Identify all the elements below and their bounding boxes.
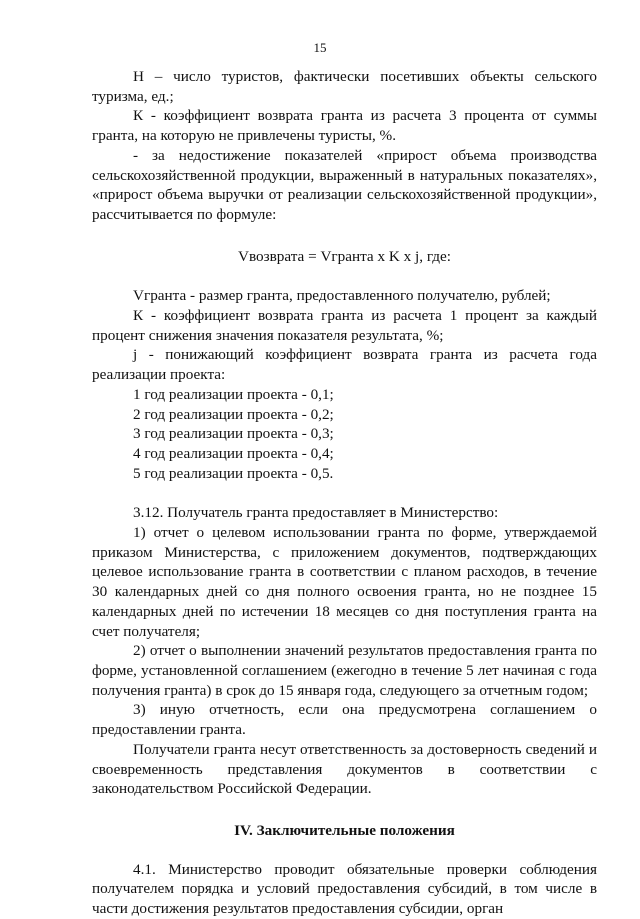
document-body — [92, 67, 597, 919]
definition-grant-size: Vгранта - размер гранта, предоставленного получателю, рублей; — [133, 287, 551, 305]
year-item: 4 год реализации проекта - 0,4; — [133, 444, 334, 462]
clause-3-12-item-2: 2) отчет о выполнении значений результатов предоставления гранта по форме, установленной соглашением (ежегодно в течение 5 лет начиная с года получения гранта) в срок до 15 января года, следующего за отчетным годом; — [92, 642, 597, 699]
year-item: 3 год реализации проекта - 0,3; — [133, 425, 334, 443]
clause-3-12-responsibility: Получатели гранта несут ответственность за достоверность сведений и своевременность представления документов в соответствии с законодательством Российской Федерации. — [92, 740, 597, 798]
clause-3-12: 3.12. Получатель гранта предоставляет в Министерство: — [133, 504, 499, 522]
definition-coefficient-j: j - понижающий коэффициент возврата гранта из расчета года реализации проекта: — [92, 346, 597, 384]
paragraph-tourists: Н – число туристов, фактически посетивших объекты сельского туризма, ед.; — [92, 68, 597, 105]
definition-coefficient-k: К - коэффициент возврата гранта из расчета 1 процент за каждый процент снижения значения показателя результата, %; — [92, 307, 597, 344]
refund-formula: Vвозврата = Vгранта x K x j, где: — [237, 247, 451, 265]
clause-3-12-item-3: 3) иную отчетность, если она предусмотрена соглашением о предоставлении гранта. — [92, 701, 597, 739]
page-number: 15 — [313, 40, 327, 55]
section-heading: IV. Заключительные положения — [234, 821, 455, 839]
year-item: 5 год реализации проекта - 0,5. — [133, 464, 334, 482]
year-item: 2 год реализации проекта - 0,2; — [133, 405, 334, 423]
clause-4-1: 4.1. Министерство проводит обязательные проверки соблюдения получателем порядка и условий предоставления субсидий, в том числе в части достижения результатов предоставления субсидии, орган — [92, 860, 597, 918]
paragraph-coefficient-k: К - коэффициент возврата гранта из расчета 3 процента от суммы гранта, на которую не привлечены туристы, %. — [92, 107, 597, 145]
year-item: 1 год реализации проекта - 0,1; — [133, 385, 334, 403]
spacer — [92, 483, 597, 503]
clause-3-12-item-1: 1) отчет о целевом использовании гранта по форме, утверждаемой приказом Министерства, с приложением документов, подтверждающих целевое использование гранта в соответствии с планом расходов, в течение 30 календарных дней со дня полного освоения гранта, но не позднее 15 календарных дней по истечении 18 месяцев со дня поступления гранта на счет получателя; — [92, 524, 597, 640]
paragraph-shortfall: - за недостижение показателей «прирост объема производства сельскохозяйственной продукции, выраженный в натуральных показателях», «прирост объема выручки от реализации сельскохозяйственной продукции», рассчитывается по формуле: — [92, 146, 597, 223]
